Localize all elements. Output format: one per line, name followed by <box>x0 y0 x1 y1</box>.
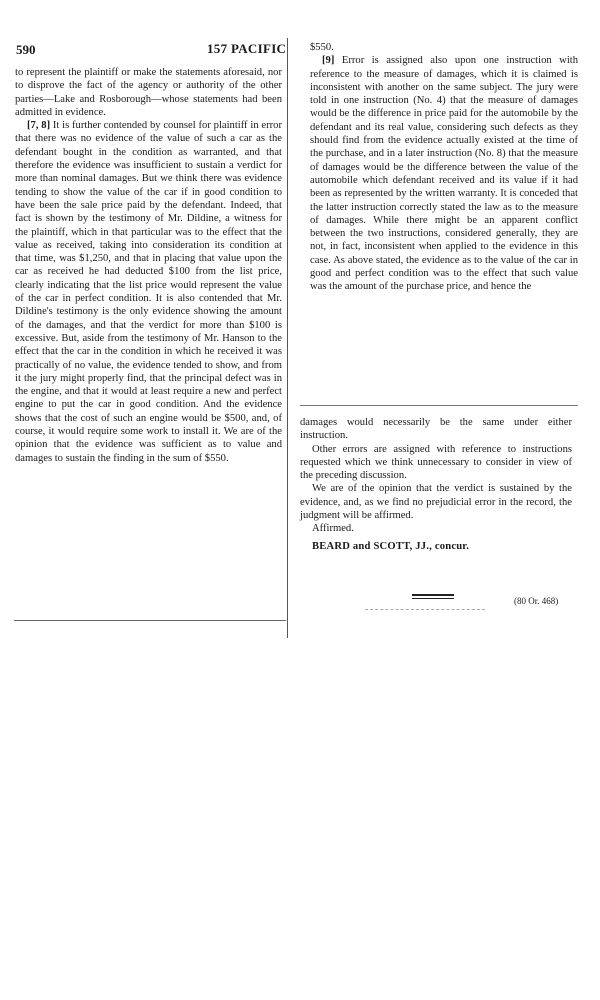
right-paragraph-3: We are of the opinion that the verdict is sustained by the evidence, and, as we find no prejudicial error in the record, the judgment will be affirmed. <box>300 483 572 522</box>
right-column-bottom <box>300 416 572 553</box>
next-case-citation: (80 Or. 468) <box>514 596 559 606</box>
right-column-top <box>310 41 578 294</box>
column-break-rule <box>300 405 578 406</box>
left-paragraph-2-text: It is further contended by counsel for plaintiff in error that there was no evidence of the value of such a car as the defendant bought in the condition as warranted, and that therefore the evidence was insufficient to sustain a verdict for more than nominal damages. But we think there was evidence tending to show the value of the car if in good condition to have been the sale price paid by the defendant. Indeed, that fact is shown by the testimony of Mr. Dildine, a witness for the plaintiff, which in that particular was to the effect that the value as received, taking into consideration its condition at that time, was $1,250, and that in placing that value upon the car as received he had deducted $100 from the list price, clearly indicating that the list price would represent the value of the car in perfect condition. It is also contended that Mr. Dildine's testimony is the only evidence showing the amount of the damages, and that the verdict for more than $100 is excessive. But, aside from the testimony of Mr. Hanson to the effect that the car in the condition in which he received it was practically of no value, the evidence tended to show, and from it the jury might properly find, that the principal defect was in the engine, and that it would at least require a new and perfect engine to put the car in good condition. And the evidence shows that the cost of such an engine would be $500, and, of course, it would require some work to install it. We are of the opinion that the evidence was sufficient as to value and damages to sustain the finding in the sum of $550. <box>15 120 282 464</box>
right-paragraph-continuation: damages would necessarily be the same under either instruction. <box>300 417 572 442</box>
column-rule-vertical <box>287 38 288 638</box>
affirmed-line: Affirmed. <box>312 523 354 535</box>
right-carry-text: $550. <box>310 42 334 53</box>
running-head: 157 PACIFIC <box>207 41 287 56</box>
trailing-rule <box>365 609 485 611</box>
right-paragraph-1-text: Error is assigned also upon one instruction with reference to the measure of damages, which it is claimed is inconsistent with another on the same subject. The jury were told in one instruction (No. 4) that the measure of damages would be the difference in price paid for the automobile by the defendant and its real value, considering such defects as they should find from the evidence actually existed at the time of the purchase, and in a later instruction (No. 8) that the measure of damages would be the difference between the value of the automobile which defendant received and its value if it had been as represented by the written warranty. It is conceded that the latter instruction correctly stated the law as to the measure of damages. While there might be an apparent conflict between the two instructions, considered generally, they are not, in fact, inconsistent when applied to the evidence in this case. As above stated, the evidence as to the value of the car in good and perfect condition was to the effect that such value was the amount of the purchase price, and hence the <box>310 55 578 293</box>
end-of-case-mark <box>412 594 454 601</box>
concurrence-line: BEARD and SCOTT, JJ., concur. <box>312 540 470 552</box>
headnote-marker-9: [9] <box>322 55 335 67</box>
left-paragraph-2 <box>15 119 282 465</box>
headnote-marker-7-8: [7, 8] <box>27 120 51 132</box>
page-number: 590 <box>16 42 36 57</box>
right-paragraph-1 <box>310 54 578 293</box>
left-column <box>15 66 282 465</box>
left-paragraph-1: to represent the plaintiff or make the statements aforesaid, nor to disprove the fact of the agency or authority of the other parties—Lake and Rosborough—whose statements had been admitted in evidence. <box>15 67 282 118</box>
right-paragraph-2: Other errors are assigned with reference to instructions requested which we think unnecessary to consider in view of the preceding discussion. <box>300 443 572 482</box>
column-rule-bottom <box>14 620 286 621</box>
